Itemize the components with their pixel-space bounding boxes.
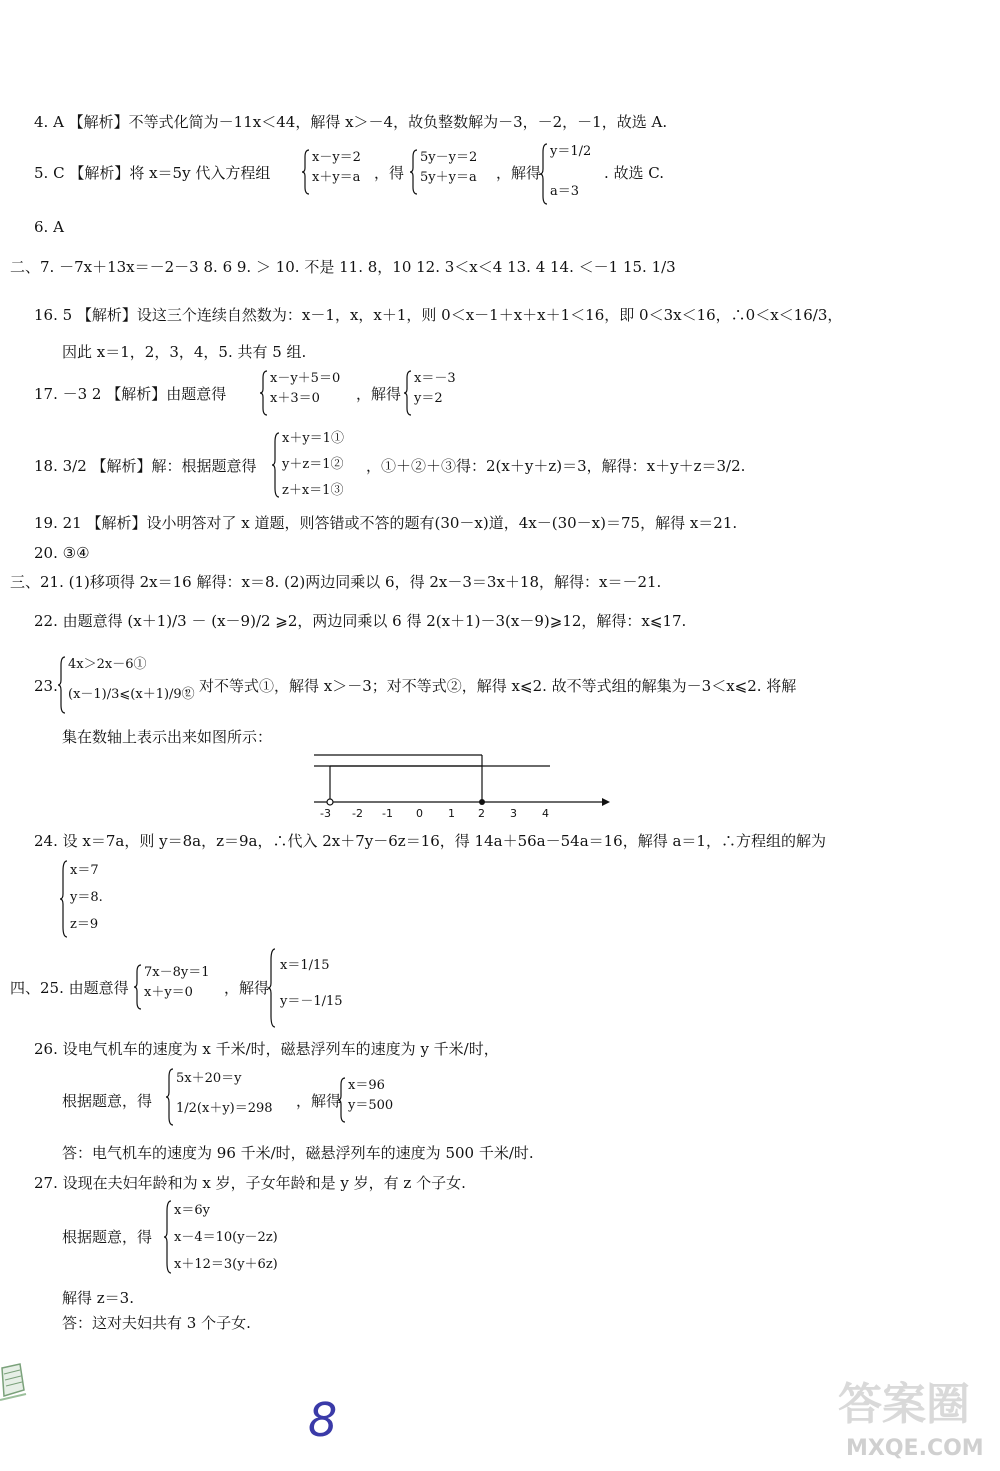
eq: y＝－1/15	[280, 994, 343, 1009]
eq: x＋y＝0	[144, 985, 193, 1000]
watermark-logo: 答案圈	[838, 1379, 970, 1430]
eq: y＝2	[414, 391, 443, 406]
system-26b	[348, 1076, 393, 1116]
eq: x－4＝10(y－2z)	[174, 1230, 278, 1245]
system-5c	[550, 142, 591, 202]
brace	[268, 948, 276, 1028]
eq: 7x－8y＝1	[144, 965, 210, 980]
brace	[134, 964, 142, 1010]
text: ，解得	[296, 1092, 342, 1110]
eq: 5y＋y＝a	[420, 170, 477, 185]
brace	[302, 149, 310, 195]
brace	[404, 370, 412, 416]
answer-23-cont: 集在数轴上表示出来如图所示：	[62, 728, 273, 746]
eq: a＝3	[550, 184, 580, 199]
book-corner-icon	[0, 1360, 30, 1420]
answer-26-lead: 根据题意，得	[62, 1092, 153, 1110]
eq: x＋3＝0	[270, 391, 320, 406]
answer-22: 22. 由题意得 (x＋1)/3 － (x－9)/2 ⩾2，两边同乘以 6 得 2(x＋1)－3(x－9)⩾12，解得：x⩽17.	[34, 612, 687, 630]
brace	[410, 149, 418, 195]
system-18	[282, 426, 344, 504]
eq: x＋12＝3(y＋6z)	[174, 1257, 278, 1272]
eq: x－y＝2	[312, 150, 361, 165]
answer-27: 27. 设现在夫妇年龄和为 x 岁，子女年龄和是 y 岁，有 z 个子女.	[34, 1174, 466, 1192]
eq: 5x＋20＝y	[176, 1071, 242, 1086]
brace	[260, 370, 268, 416]
number-line	[304, 750, 614, 820]
answer-27-reply: 答：这对夫妇共有 3 个子女.	[62, 1314, 251, 1332]
answer-25-lead: 四、25. 由题意得	[10, 979, 129, 997]
text: ，得	[374, 164, 405, 182]
answer-18-lead: 18. 3/2 【解析】解：根据题意得	[34, 457, 257, 475]
answer-16: 16. 5 【解析】设这三个连续自然数为：x－1，x，x＋1，则 0＜x－1＋x＋x＋1＜16，即 0＜3x＜16，∴0＜x＜16/3，	[34, 306, 843, 324]
eq: 5y－y＝2	[420, 150, 478, 165]
answer-4: 4. A 【解析】不等式化简为－11x＜44，解得 x＞－4，故负整数解为－3，－2，－1，故选 A.	[34, 113, 668, 131]
text: ，解得	[224, 979, 270, 997]
system-17b	[414, 369, 456, 409]
brace	[164, 1200, 172, 1274]
eq: y＝500	[348, 1098, 394, 1113]
brace	[272, 432, 280, 498]
eq: x＝－3	[414, 371, 456, 386]
eq: y＝1/2	[550, 144, 592, 159]
answer-20: 20. ③④	[34, 544, 90, 562]
eq: x＝6y	[174, 1203, 210, 1218]
eq: y＝8.	[70, 890, 103, 905]
brace	[338, 1077, 346, 1123]
text: ，解得	[356, 385, 402, 403]
eq: x＋y＝a	[312, 170, 361, 185]
tick: -3	[320, 807, 331, 820]
eq: (x－1)/3⩽(x＋1)/9②	[68, 687, 195, 702]
answer-21: 三、21. (1)移项得 2x＝16 解得：x＝8. (2)两边同乘以 6，得 2x－3＝3x＋18，解得：x＝－21.	[10, 573, 662, 591]
eq: y＋z＝1②	[282, 457, 344, 472]
tick: 3	[510, 807, 517, 820]
system-5a	[312, 148, 361, 188]
system-23	[68, 650, 195, 710]
brace	[166, 1068, 174, 1126]
answer-23-num: 23.	[34, 677, 58, 695]
system-17a	[270, 369, 340, 409]
handwritten-page-number: 8	[308, 1393, 338, 1447]
eq: x＝96	[348, 1078, 385, 1093]
answers-7-15: 二、7. －7x＋13x＝－2－3 8. 6 9. ＞ 10. 不是 11. 8，10 12. 3＜x＜4 13. 4 14. ＜－1 15. 1/3	[10, 258, 676, 276]
eq: 1/2(x＋y)＝298	[176, 1101, 273, 1116]
brace	[58, 656, 66, 714]
tick: -1	[382, 807, 393, 820]
answer-5-lead: 5. C 【解析】将 x＝5y 代入方程组	[34, 164, 271, 182]
eq: x＋y＝1①	[282, 431, 344, 446]
tick: 4	[542, 807, 549, 820]
answer-26: 26. 设电气机车的速度为 x 千米/时，磁悬浮列车的速度为 y 千米/时，	[34, 1040, 499, 1058]
system-5b	[420, 148, 477, 188]
answer-27-solve: 解得 z＝3.	[62, 1289, 134, 1307]
eq: z＋x＝1③	[282, 483, 344, 498]
tick: -2	[352, 807, 363, 820]
answer-6: 6. A	[34, 218, 64, 236]
system-25a	[144, 963, 210, 1003]
text: . 故选 C.	[604, 164, 665, 182]
answer-16-cont: 因此 x＝1，2，3，4，5. 共有 5 组.	[62, 343, 307, 361]
answer-19: 19. 21 【解析】设小明答对了 x 道题，则答错或不答的题有(30－x)道，4x－(30－x)＝75，解得 x＝21.	[34, 514, 738, 532]
system-25b	[280, 952, 343, 1016]
tick: 1	[448, 807, 455, 820]
answer-24: 24. 设 x＝7a，则 y＝8a，z＝9a，∴代入 2x＋7y－6z＝16，得 14a＋56a－54a＝16，解得 a＝1，∴方程组的解为	[34, 832, 826, 850]
eq: x－y＋5＝0	[270, 371, 341, 386]
answer-17-lead: 17. －3 2 【解析】由题意得	[34, 385, 227, 403]
tick: 0	[416, 807, 423, 820]
tick: 2	[478, 807, 485, 820]
eq: 4x＞2x－6①	[68, 657, 147, 672]
text: ，解得	[496, 164, 542, 182]
eq: z＝9	[70, 917, 99, 932]
answer-26-reply: 答：电气机车的速度为 96 千米/时，磁悬浮列车的速度为 500 千米/时.	[62, 1144, 534, 1162]
brace	[540, 143, 548, 205]
system-24	[70, 857, 103, 938]
answer-23-text: ，对不等式①，解得 x＞－3；对不等式②，解得 x⩽2. 故不等式组的解集为－3＜x⩽2. 将解	[184, 677, 797, 695]
eq: x＝1/15	[280, 958, 330, 973]
system-27	[174, 1197, 278, 1278]
brace	[60, 860, 68, 938]
answer-27-lead: 根据题意，得	[62, 1228, 153, 1246]
eq: x＝7	[70, 863, 99, 878]
system-26a	[176, 1064, 273, 1124]
watermark-url: MXQE.COM	[846, 1436, 984, 1461]
answer-18-rest: ，①＋②＋③得：2(x＋y＋z)＝3，解得：x＋y＋z＝3/2.	[366, 457, 746, 475]
